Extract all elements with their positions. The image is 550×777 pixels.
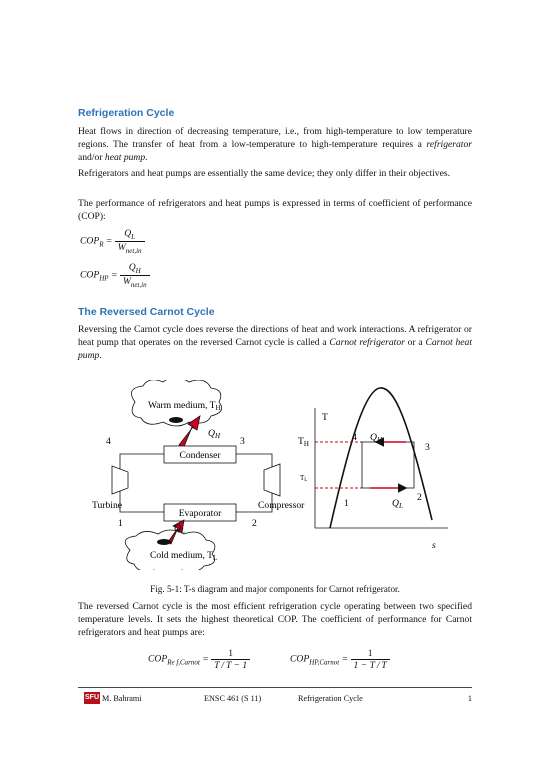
paragraph-reversed-carnot [78,323,472,363]
cop-ref-carnot-fraction [211,648,250,671]
cop-hp-denominator: W [122,275,131,287]
footer-divider [78,687,472,688]
paragraph-most-efficient: The reversed Carnot cycle is the most efficient refrigeration cycle operating between two specified temperature levels. It sets the highest theoretical COP. The coefficient of performance for Carnot refrigerators and heat pumps are: [78,601,472,639]
carnot-cycle-path [362,442,414,488]
page-number: 1 [467,694,472,703]
ts-qh-label: $Q_H$ [370,432,382,444]
cop-hp-carnot-lhs: COP [290,653,310,665]
cop-hp-carnot-sub: HP,Carnot [309,658,340,667]
figure-caption: Fig. 5-1: T-s diagram and major components for Carnot refrigerator. [150,584,400,594]
cop-hp-numerator: Q [128,262,136,273]
paragraph-same-device: Refrigerators and heat pumps are essentially the same device; they only differ in their objectives. [78,168,450,179]
cop-ref-carnot-denominator: T / T − 1 [214,660,248,671]
ts-ql-label: $Q_L$ [392,498,403,510]
cop-hp-carnot-denominator: 1 − T / T [353,660,387,671]
qh-arrow [169,416,200,449]
ts-tl-label: TL [300,474,308,483]
cop-ref-carnot-lhs: COP [148,653,168,665]
equals-sign: = [105,235,113,247]
cop-r-sub: R [99,240,104,249]
text-andor: and/or [78,152,105,164]
cold-medium-cloud [125,530,217,570]
qh-label: $Q_H$ [208,428,220,440]
footer-title: Refrigeration Cycle [298,694,363,703]
state-3-label: 3 [240,436,245,447]
footer-course: ENSC 461 (S 11) [204,694,262,703]
ts-state-1: 1 [344,498,349,509]
footer-author: M. Bahrami [102,694,142,703]
equals-sign: = [110,269,118,281]
cop-hp-numerator-sub: H [135,266,141,275]
period: . [145,152,148,164]
evaporator-label: Evaporator [178,508,222,519]
cop-r-numerator-sub: L [131,232,136,241]
state-4-label: 4 [106,436,111,447]
cop-r-lhs: COP [80,235,100,247]
term-carnot-refrigerator: Carnot refrigerator [329,337,405,349]
ts-state-2: 2 [417,492,422,503]
text-or: or a [404,337,426,349]
paragraph-heat-flow-text: Heat flows in direction of decreasing temperature, i.e., from high-temperature to low temperature regions. The transfer of heat from a low-temperature to high-temperature requires a [78,126,472,151]
term-carnot-heat-pump: Carnot heat pump [78,337,472,362]
term-refrigerator: refrigerator [426,139,472,151]
ts-axis-s-label: s [432,540,436,551]
period: . [99,350,102,362]
cop-hp-carnot-numerator: 1 [351,648,390,660]
section-heading-refrigeration-cycle: Refrigeration Cycle [78,107,175,119]
paragraph-reversed-carnot-text: Reversing the Carnot cycle does reverse the directions of heat and work interactions. A refrigerator or heat pump that operates on the reversed Carnot cycle is called a [78,324,472,349]
equals-sign: = [341,653,349,665]
turbine-symbol [112,466,128,494]
ql-label: $Q_L$ [174,523,185,535]
state-2-label: 2 [252,518,257,529]
ts-state-3: 3 [425,442,430,453]
paragraph-cop-intro: The performance of refrigerators and heat pumps is expressed in terms of coefficient of performance (COP): [78,198,472,223]
condenser-label: Condenser [179,450,221,461]
cop-ref-carnot-numerator: 1 [211,648,250,660]
cop-r-denominator: W [117,241,126,253]
paragraph-heat-flow [78,125,472,165]
warm-medium-label: Warm medium, $T_H$ [148,400,221,412]
section-heading-reversed-carnot: The Reversed Carnot Cycle [78,306,215,318]
compressor-label: Compressor [258,500,305,511]
cop-hp-sub: HP [99,274,109,283]
equation-cop-ref-carnot [148,648,250,671]
carnot-refrigerator-figure [80,380,470,570]
state-1-label: 1 [118,518,123,529]
ts-diagram [298,388,448,551]
equation-cop-r [80,228,145,255]
term-heat-pump: heat pump [104,152,146,164]
cop-r-fraction [115,228,145,255]
cop-hp-denominator-sub: net,in [130,280,147,289]
cop-hp-lhs: COP [80,269,100,281]
equals-sign: = [202,653,209,665]
ts-axis-t-label: T [322,412,328,423]
equation-cop-hp-carnot [290,648,390,671]
cold-medium-label: Cold medium, $T_L$ [150,550,218,562]
cop-r-numerator: Q [124,228,132,239]
ts-state-4: 4 [352,432,357,443]
cop-ref-carnot-sub: Re f,Carnot [167,658,200,667]
equation-cop-hp [80,262,150,289]
sfu-logo: SFU [84,692,100,704]
cop-hp-carnot-fraction [351,648,390,671]
cop-hp-fraction [120,262,150,289]
compressor-symbol [264,464,280,496]
cop-r-denominator-sub: net,in [125,246,142,255]
ts-th-label: $T_H$ [298,436,309,448]
turbine-label: Turbine [92,500,123,511]
